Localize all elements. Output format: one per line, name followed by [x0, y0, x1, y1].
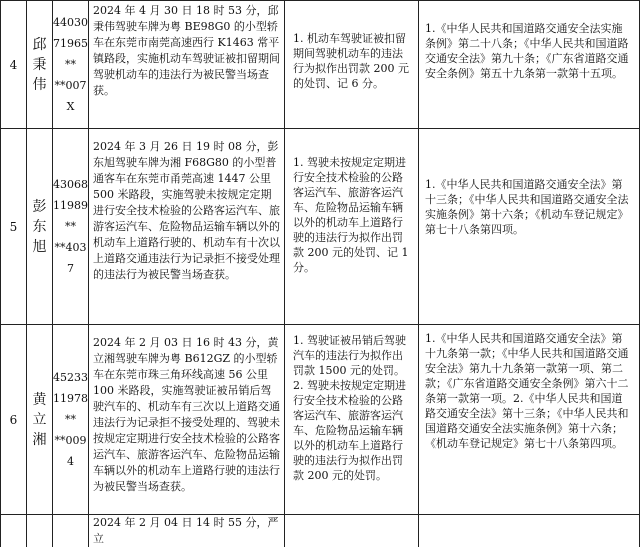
partial-row-text: 2024 年 2 月 04 日 14 时 55 分，严立: [89, 515, 285, 547]
person-name: 邱秉伟: [27, 1, 53, 129]
legal-basis: 1.《中华人民共和国道路交通安全法实施条例》第二十八条；《中华人民共和国道路交通安全法》第九十条；《广东省道路交通安全条例》第五十九条第一款第十五项。: [419, 1, 640, 129]
punishment: 1. 驾驶证被吊销后驾驶汽车的违法行为拟作出罚款 1500 元的处罚。2. 驾驶未按规定定期进行安全技术检验的公路客运汽车、旅游客运汽车、危险物品运输车辆以外的机动车上道路行驶的违法行为拟作出罚款 200 元的处罚。: [285, 325, 419, 515]
table-row: [1, 129, 640, 325]
table-row: [1, 325, 640, 515]
row-index: 4: [1, 1, 27, 129]
table-row: [1, 1, 640, 129]
violation-fact: 2024 年 4 月 30 日 18 时 53 分，邱秉伟驾驶车牌为粤 BE98G0 的小型轿车在东莞市南莞高速西行 K1463 常平镇路段，实施机动车驾驶证被扣留期间驾驶机动车的违法行为被民警当场查获。: [89, 1, 285, 129]
punishment: 1. 机动车驾驶证被扣留期间驾驶机动车的违法行为拟作出罚款 200 元的处罚、记 6 分。: [285, 1, 419, 129]
violation-fact: 2024 年 2 月 03 日 16 时 43 分，黄立湘驾驶车牌为粤 B612GZ 的小型轿车在东莞市珠三角环线高速 56 公里 100 米路段，实施驾驶证被吊销后驾驶汽车的、机动车有三次以上道路交通违法行为记录拒不接受处理的、驾驶未按规定定期进行安全技术检验的公路客运汽车、旅游客运汽车、危险物品运输车辆以外的机动车上道路行驶的违法行为被民警当场查获。: [89, 325, 285, 515]
legal-basis: 1.《中华人民共和国道路交通安全法》第十三条；《中华人民共和国道路交通安全法实施条例》第十六条；《机动车登记规定》第七十八条第四项。: [419, 129, 640, 325]
row-index: 6: [1, 325, 27, 515]
violation-fact: 2024 年 3 月 26 日 19 时 08 分，彭东旭驾驶车牌为湘 F68G80 的小型普通客车在东莞市甬莞高速 1447 公里 500 米路段，实施驾驶未按规定定期进行安全技术检验的公路客运汽车、旅游客运汽车、危险物品运输车辆以外的机动车上道路行驶的、机动车有十次以上道路交通违法行为记录拒不接受处理的违法行为被民警当场查获。: [89, 129, 285, 325]
legal-basis: 1.《中华人民共和国道路交通安全法》第十九条第一款；《中华人民共和国道路交通安全法》第九十九条第一款第一项、第二款；《广东省道路交通安全条例》第六十二条第一款第一项。2.《中华人民共和国道路交通安全法》第十三条；《中华人民共和国道路交通安全法实施条例》第十六条；《机动车登记规定》第七十八条第四项。: [419, 325, 640, 515]
id-number: 4306811989** **4037: [53, 129, 89, 325]
punishment: 1. 驾驶未按规定定期进行安全技术检验的公路客运汽车、旅游客运汽车、危险物品运输车辆以外的机动车上道路行驶的违法行为拟作出罚款 200 元的处罚、记 1 分。: [285, 129, 419, 325]
id-number: 4523311978** **0094: [53, 325, 89, 515]
person-name: 黄立湘: [27, 325, 53, 515]
table-row-partial: [1, 515, 640, 547]
person-name: 彭东旭: [27, 129, 53, 325]
row-index: 5: [1, 129, 27, 325]
id-number: 4403071965** **007X: [53, 1, 89, 129]
